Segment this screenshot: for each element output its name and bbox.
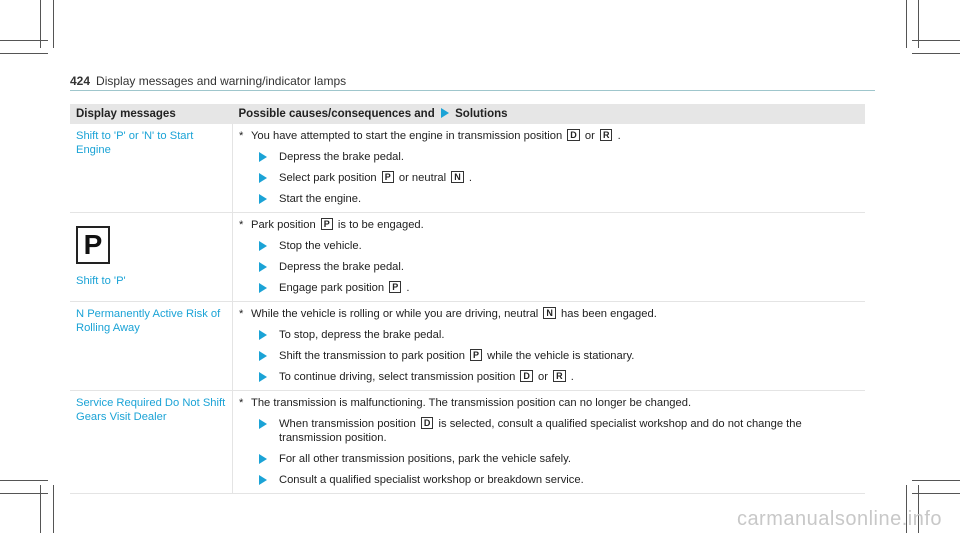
cause-text [239, 396, 859, 410]
table-row [70, 302, 865, 391]
text-segment: or [538, 371, 548, 384]
text-segment: Engage park position [279, 282, 385, 295]
text-segment: or [584, 130, 595, 143]
crop-mark [53, 485, 54, 533]
transmission-p-symbol: P [389, 281, 401, 293]
solution-step [239, 281, 859, 295]
text-segment: To stop, depress the brake pedal. [279, 329, 445, 342]
arrow-right-icon [259, 372, 267, 382]
cause-marker: * [239, 397, 244, 410]
page-title: Display messages and warning/indicator lamps [96, 74, 347, 88]
cause-text [239, 129, 859, 143]
display-message-text: N Permanently Active Risk of Rolling Away [76, 308, 221, 335]
text-segment: While the vehicle is rolling or while you are driving, neutral [251, 308, 539, 321]
solution-step [239, 239, 859, 253]
crop-mark [0, 493, 48, 494]
text-segment: Shift the transmission to park position [279, 350, 465, 363]
crop-mark [0, 53, 48, 54]
watermark: carmanualsonline.info [736, 508, 942, 530]
solution-step [239, 328, 859, 342]
display-message-cell [70, 302, 233, 391]
solution-step [239, 171, 859, 185]
arrow-right-icon [259, 330, 267, 340]
arrow-right-icon [259, 152, 267, 162]
arrow-right-icon [259, 283, 267, 293]
page-header [70, 74, 346, 88]
crop-mark [906, 0, 907, 48]
text-segment: When transmission position [279, 418, 416, 431]
solution-step [239, 452, 859, 466]
arrow-right-icon [259, 241, 267, 251]
cause-marker: * [239, 308, 244, 321]
text-segment: . [406, 282, 410, 295]
solution-step [239, 473, 859, 487]
text-segment: You have attempted to start the engine in transmission position [251, 130, 563, 143]
page-number: 424 [70, 74, 91, 88]
display-message-cell [70, 391, 233, 494]
crop-mark [53, 0, 54, 48]
solution-step [239, 260, 859, 274]
text-segment: or neutral [398, 172, 447, 185]
text-segment: The transmission is malfunctioning. The transmission position can no longer be changed. [251, 397, 692, 410]
solution-step [239, 192, 859, 206]
arrow-right-icon [259, 475, 267, 485]
table-row [70, 213, 865, 302]
header-rule [70, 90, 875, 91]
text-segment: Depress the brake pedal. [279, 151, 405, 164]
table-header-row [70, 104, 865, 124]
text-segment: is selected, consult a qualified specialist workshop and do not change the transmission position. [279, 418, 802, 445]
cause-text [239, 218, 859, 232]
text-segment: Start the engine. [279, 193, 362, 206]
transmission-d-symbol: D [421, 417, 434, 429]
transmission-p-symbol: P [321, 218, 333, 230]
solution-step [239, 417, 859, 445]
transmission-n-symbol: N [451, 171, 464, 183]
transmission-n-symbol: N [543, 307, 556, 319]
table-row [70, 124, 865, 213]
cause-solution-cell [233, 124, 866, 213]
text-segment: . [617, 130, 621, 143]
column-header-messages: Display messages [70, 104, 233, 124]
cause-solution-cell [233, 213, 866, 302]
cause-solution-cell [233, 391, 866, 494]
table-body [70, 124, 865, 494]
text-segment: Depress the brake pedal. [279, 261, 405, 274]
text-segment: is to be engaged. [337, 219, 424, 232]
transmission-p-symbol: P [382, 171, 394, 183]
arrow-right-icon [259, 454, 267, 464]
crop-mark [912, 493, 960, 494]
display-message-text: Shift to 'P' or 'N' to Start Engine [76, 130, 194, 157]
cause-marker: * [239, 130, 244, 143]
text-segment: . [570, 371, 574, 384]
crop-mark [912, 480, 960, 481]
text-segment: Park position [251, 219, 316, 232]
text-segment: Select park position [279, 172, 377, 185]
text-segment: . [468, 172, 472, 185]
text-segment: Stop the vehicle. [279, 240, 362, 253]
transmission-r-symbol: R [553, 370, 566, 382]
arrow-right-icon [259, 194, 267, 204]
crop-mark [912, 53, 960, 54]
solution-step [239, 150, 859, 164]
solution-step [239, 349, 859, 363]
column-header-causes: Possible causes/consequences and Solutions [233, 104, 866, 124]
arrow-right-icon [259, 419, 267, 429]
text-segment: For all other transmission positions, park the vehicle safely. [279, 453, 572, 466]
transmission-d-symbol: D [567, 129, 580, 141]
display-message-text: Service Required Do Not Shift Gears Visit Dealer [76, 397, 226, 424]
display-message-cell [70, 213, 233, 302]
arrow-right-icon [441, 108, 449, 118]
arrow-right-icon [259, 351, 267, 361]
table-row [70, 391, 865, 494]
transmission-d-symbol: D [520, 370, 533, 382]
cause-text [239, 307, 859, 321]
solution-step [239, 370, 859, 384]
arrow-right-icon [259, 262, 267, 272]
cause-solution-cell [233, 302, 866, 391]
park-position-icon: P [76, 226, 110, 264]
display-message-text: Shift to 'P' [76, 275, 126, 288]
cause-marker: * [239, 219, 244, 232]
crop-mark [912, 40, 960, 41]
transmission-p-symbol: P [470, 349, 482, 361]
text-segment: To continue driving, select transmission position [279, 371, 516, 384]
crop-mark [0, 40, 48, 41]
display-messages-table [70, 104, 865, 494]
text-segment: has been engaged. [561, 308, 657, 321]
transmission-r-symbol: R [600, 129, 613, 141]
text-segment: while the vehicle is stationary. [487, 350, 635, 363]
display-message-cell [70, 124, 233, 213]
arrow-right-icon [259, 173, 267, 183]
text-segment: Consult a qualified specialist workshop or breakdown service. [279, 474, 584, 487]
crop-mark [0, 480, 48, 481]
